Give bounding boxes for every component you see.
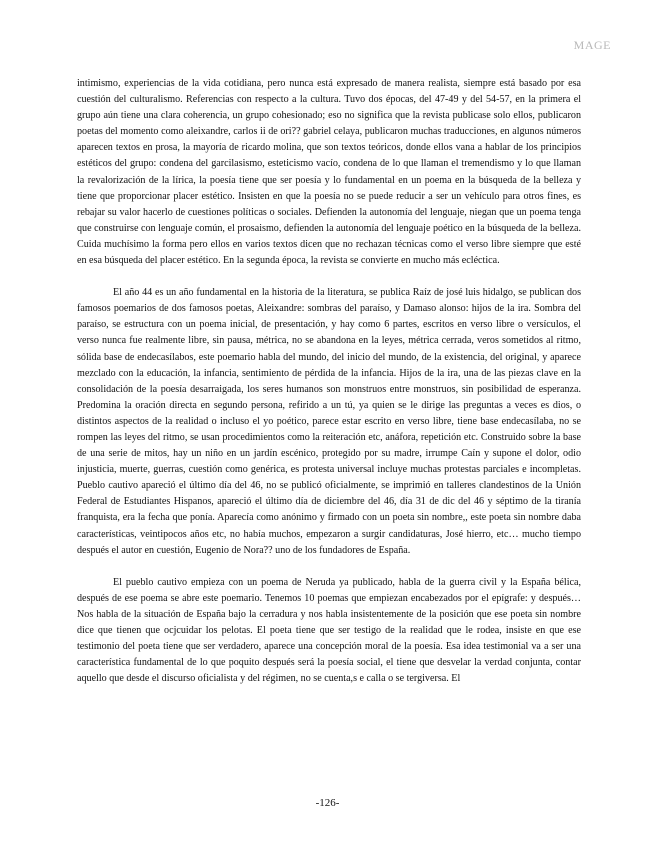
page-number: -126- [315, 797, 340, 809]
page-body [77, 76, 581, 687]
paragraph-2: El año 44 es un año fundamental en la historia de la literatura, se publica Raíz de josé luis hidalgo, se publican dos famosos poemarios de dos famosos poetas, Aleixandre: sombras del paraíso, y Damaso alonso: hijos de la ira. Sombra del paraíso, se estructura con un poema inicial, de presentación, y hay como 6 partes, escritos en verso libre o versículos, el verso nunca fue realmente libre, sin pausa, métrica, no se abandona en la leyes, métrica cerrada, veros sometidos al ritmo, sólida base de endecasílabos, este poemario habla del mundo, del inicio del mundo, de la existencia, del original, y aparece mezclado con la educación, la infancia, sentimiento de pérdida de la infancia. Hijos de la ira, una de las piezas clave en la consolidación de la poesía desarraigada, los seres humanos son monstruos entre monstruos, sin posibilidad de esperanza. Predomina la oración directa en segundo persona, refirido a un tú, ya quien se le dirige las preguntas a veces es dios, o distintos aspectos de la realidad o incluso el yo poético, parece estar escrito en verso libre, tiene base endecasílaba, no se rompen las leyes del ritmo, se usan procedimientos como la reiteración etc, anáfora, repetición etc. Construido sobre la base de una serie de mitos, hay un niño en un jardín escénico, protegido por su madre, irrumpe Caín y supone el dolor, odio injusticia, muerte, guerras, cuestión como genérica, es protesta universal incluye muchas protestas parciales e incompletas. Pueblo cautivo apareció el último día del 46, no se publicó oficialmente, se imprimió en talleres clandestinos de la Unión Federal de Estudiantes Hispanos, apareció el último día de diciembre del 46, día 31 de dic del 46 y séptimo de la tiranía franquista, era la fecha que ponía. Aparecía como anónimo y firmado con un poeta sin nombre,, este poeta sin nombre daba características, veintipocos años etc, no había muchos, empezaron a surgir candidaturas, José hierro, etc… mucho tiempo después el autor en cuestión, Eugenio de Nora?? uno de los fundadores de España. [77, 287, 581, 556]
paragraph-1: intimismo, experiencias de la vida cotidiana, pero nunca está expresado de manera realista, siempre está basado por esa cuestión del culturalismo. Referencias con respecto a la cultura. Tuvo dos épocas, del 47-49 y del 54-57, en la primera el grupo aún tiene una clara coherencia, un grupo cohesionado; eso no significa que la revista publicase solo ellos, publicaron poetas del momento como aleixandre, carlos ii de ori?? gabriel celaya, publicaron muchas traducciones, en algunos números aparecen textos en prosa, la mayoría de ricardo molina, que son textos teóricos, donde ellos vana a hablar de los principios estéticos del grupo: condena del garcilasismo, esteticismo vacío, condena de lo que llaman el tremendismo y lo que llaman la revalorización de la lírica, la poesía tiene que ser poesía y lo fundamental en un poema en la búsqueda de la belleza y tiene que proporcionar placer estético. Insisten en que la poesía no se puede reducir a ser un vehículo para otros fines, es rebajar su valor hacerlo de cuestiones políticas o sociales. Defienden la autonomía del lenguaje, niegan que un poema tenga que construirse con lenguaje común, el prosaismo, defienden la autonomía del lenguaje poético en la búsqueda de la belleza. Cuida muchísimo la forma pero ellos en varios textos dicen que no rechazan técnicas como el verso libre siempre que esté en esa búsqueda del placer estético. En la segunda época, la revista se convierte en mucho más ecléctica. [77, 78, 581, 267]
watermark-logo: MAGE [573, 38, 611, 52]
paragraph-3: El pueblo cautivo empieza con un poema de Neruda ya publicado, habla de la guerra civil y la España bélica, después de ese poema se abre este poemario. Tenemos 10 poemas que empiezan encabezados por el epígrafe: y después… Nos habla de la situación de España bajo la cerradura y nos habla insistentemente de la posición que ese poeta sin nombre dice que tienen que ocjcuidar los pelotas. El poeta tiene que ser testigo de la realidad que le rodea, insiste en que ese testimonio del poeta tiene que ser verdadero, aparece una concepción moral de la poesía. Esa idea testimonial va a ser una característica fundamental de lo que poquito después será la poesía social, el tiene que desvelar la verdad conjunta, contar aquello que desde el discurso oficialista y del régimen, no se cuenta,s e calla o se tergiversa. El [77, 576, 581, 685]
